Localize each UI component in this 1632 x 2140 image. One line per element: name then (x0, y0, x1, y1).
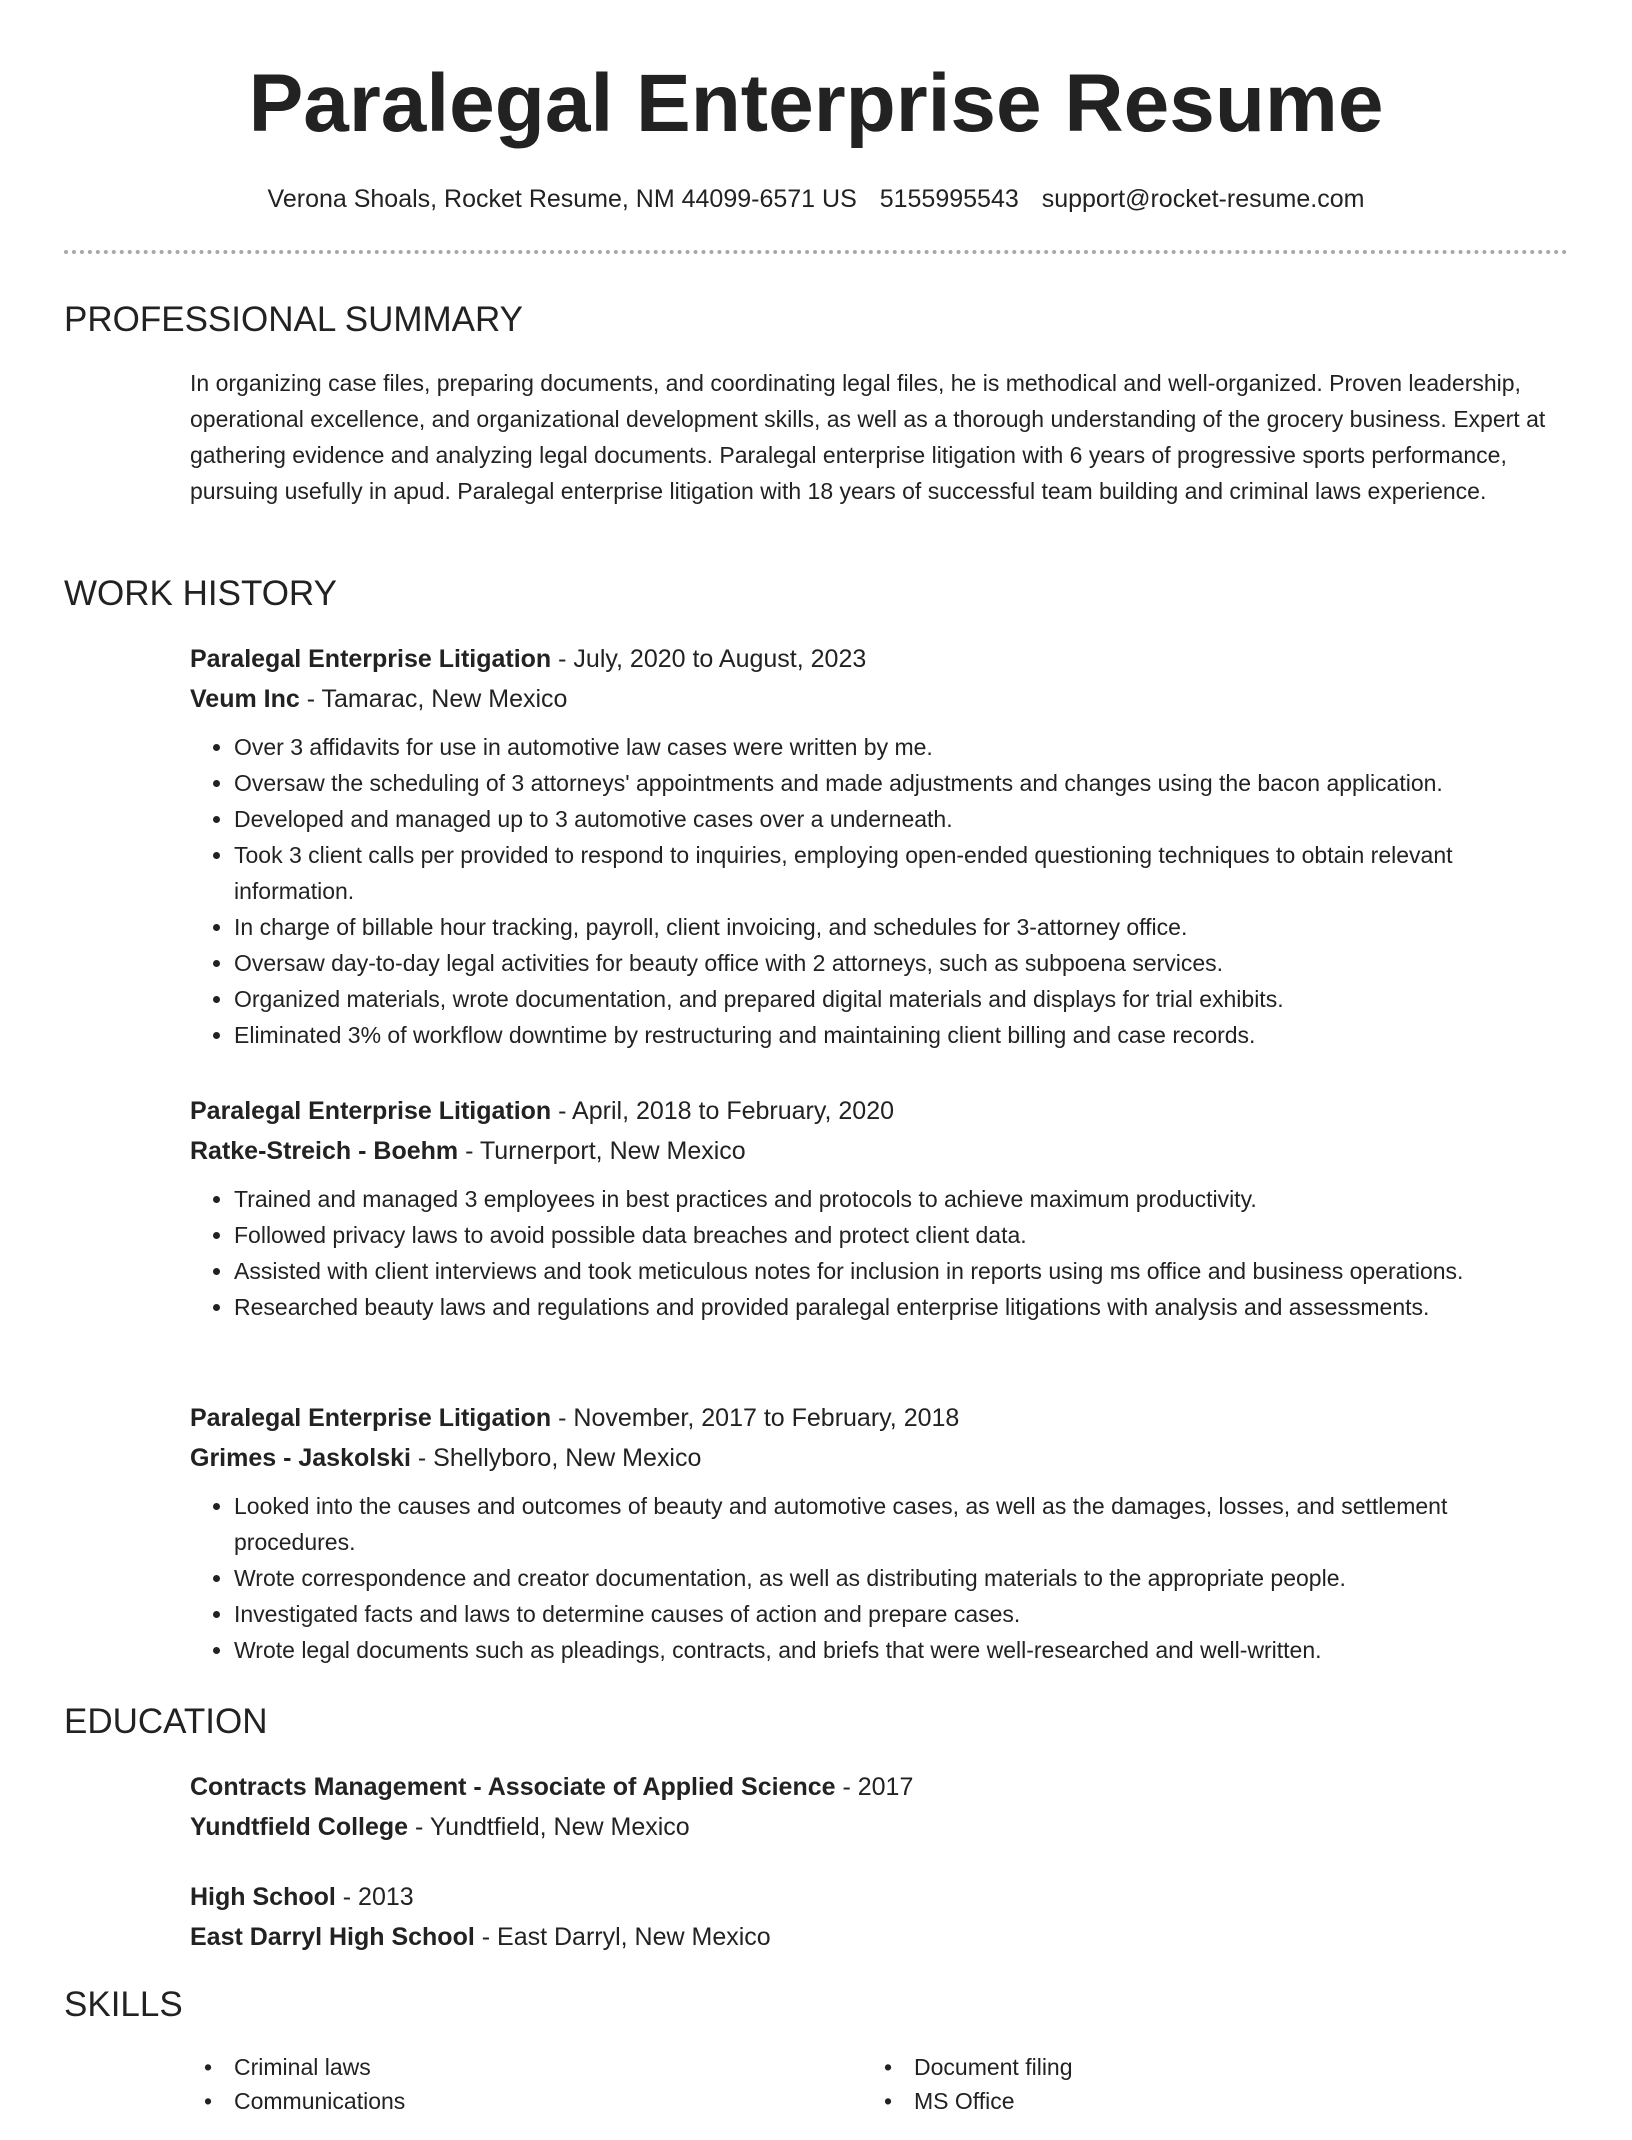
skill-item: • Communications (190, 2084, 405, 2118)
job-bullet: • Wrote correspondence and creator documentation, as well as distributing materials to the appropriate people. (234, 1560, 1568, 1596)
education-location: - Yundtfield, New Mexico (408, 1813, 690, 1841)
job-bullet: • Assisted with client interviews and took meticulous notes for inclusion in reports using ms office and business operations. (234, 1253, 1568, 1289)
education-degree: High School (190, 1883, 336, 1911)
job-title: Paralegal Enterprise Litigation (190, 1404, 552, 1432)
job-company-line (190, 679, 1568, 719)
resume-title: Paralegal Enterprise Resume (248, 58, 1384, 149)
education-school-line (190, 1917, 1568, 1957)
job-dates: - April, 2018 to February, 2020 (551, 1097, 895, 1125)
job-title: Paralegal Enterprise Litigation (190, 1097, 552, 1125)
job-bullet: • Wrote legal documents such as pleadings, contracts, and briefs that were well-researched and well-written. (234, 1632, 1568, 1668)
job-location: - Tamarac, New Mexico (299, 685, 568, 713)
education-school: Yundtfield College (190, 1813, 409, 1841)
skill-item: • Criminal laws (190, 2050, 371, 2084)
job-bullet: • Over 3 affidavits for use in automotive law cases were written by me. (234, 729, 1568, 765)
job-dates: - November, 2017 to February, 2018 (551, 1404, 960, 1432)
job-bullets (190, 1181, 1568, 1325)
job-entry (190, 1398, 1568, 1668)
job-bullet: • Oversaw day-to-day legal activities for beauty office with 2 attorneys, such as subpoena services. (234, 945, 1568, 981)
job-location: - Turnerport, New Mexico (458, 1137, 746, 1165)
education-year: - 2017 (835, 1773, 914, 1801)
contact-address: Verona Shoals, Rocket Resume, NM 44099-6571 US (267, 185, 857, 213)
skills-heading: SKILLS (64, 1985, 183, 2024)
job-bullet: • Developed and managed up to 3 automotive cases over a underneath. (234, 801, 1568, 837)
education-entry (190, 1767, 1568, 1847)
job-bullet: • In charge of billable hour tracking, payroll, client invoicing, and schedules for 3-attorney office. (234, 909, 1568, 945)
education-heading: EDUCATION (64, 1702, 268, 1741)
contact-phone: 5155995543 (879, 185, 1019, 213)
job-bullet: • Looked into the causes and outcomes of beauty and automotive cases, as well as the damages, losses, and settlement procedures. (234, 1488, 1568, 1560)
education-degree: Contracts Management - Associate of Applied Science (190, 1773, 836, 1801)
job-dates: - July, 2020 to August, 2023 (551, 645, 867, 673)
job-company: Grimes - Jaskolski (190, 1444, 411, 1472)
job-location: - Shellyboro, New Mexico (410, 1444, 702, 1472)
education-year: - 2013 (335, 1883, 414, 1911)
summary-heading: PROFESSIONAL SUMMARY (64, 300, 523, 339)
job-company-line (190, 1131, 1568, 1171)
job-bullet: • Followed privacy laws to avoid possible data breaches and protect client data. (234, 1217, 1568, 1253)
job-bullet: • Oversaw the scheduling of 3 attorneys' appointments and made adjustments and changes using the bacon application. (234, 765, 1568, 801)
job-bullet: • Researched beauty laws and regulations and provided paralegal enterprise litigations with analysis and assessments. (234, 1289, 1568, 1325)
header-divider (64, 250, 1568, 254)
job-bullet: • Eliminated 3% of workflow downtime by restructuring and maintaining client billing and case records. (234, 1017, 1568, 1053)
education-degree-line (190, 1767, 1568, 1807)
education-entry (190, 1877, 1568, 1957)
education-school: East Darryl High School (190, 1923, 475, 1951)
skill-item: • MS Office (870, 2084, 1015, 2118)
job-title-line (190, 639, 1568, 679)
job-company: Veum Inc (190, 685, 300, 713)
education-school-line (190, 1807, 1568, 1847)
skills-list (190, 2050, 1568, 2140)
job-entry (190, 639, 1568, 1053)
job-company-line (190, 1438, 1568, 1478)
job-bullet: • Organized materials, wrote documentation, and prepared digital materials and displays for trial exhibits. (234, 981, 1568, 1017)
contact-line (0, 182, 1632, 216)
job-bullets (190, 729, 1568, 1053)
education-location: - East Darryl, New Mexico (474, 1923, 771, 1951)
job-bullets (190, 1488, 1568, 1668)
work-history-heading: WORK HISTORY (64, 574, 337, 613)
job-bullet: • Investigated facts and laws to determine causes of action and prepare cases. (234, 1596, 1568, 1632)
job-title-line (190, 1398, 1568, 1438)
contact-email[interactable]: support@rocket-resume.com (1041, 185, 1365, 213)
job-bullet: • Took 3 client calls per provided to respond to inquiries, employing open-ended questioning techniques to obtain relevant information. (234, 837, 1568, 909)
job-title-line (190, 1091, 1568, 1131)
job-company: Ratke-Streich - Boehm (190, 1137, 459, 1165)
education-degree-line (190, 1877, 1568, 1917)
job-bullet: • Trained and managed 3 employees in best practices and protocols to achieve maximum productivity. (234, 1181, 1568, 1217)
summary-text: In organizing case files, preparing documents, and coordinating legal files, he is methodical and well-organized. Proven leadership, operational excellence, and organizational development skills, as well as a thorough understanding of the grocery business. Expert at gathering evidence and analyzing legal documents. Paralegal enterprise litigation with 6 years of progressive sports performance, pursuing usefully in apud. Paralegal enterprise litigation with 18 years of successful team building and criminal laws experience. (190, 370, 1546, 504)
skills-section (190, 2050, 1568, 2140)
job-entry (190, 1091, 1568, 1325)
summary-section (190, 365, 1568, 509)
skill-item: • Document filing (870, 2050, 1073, 2084)
job-title: Paralegal Enterprise Litigation (190, 645, 552, 673)
